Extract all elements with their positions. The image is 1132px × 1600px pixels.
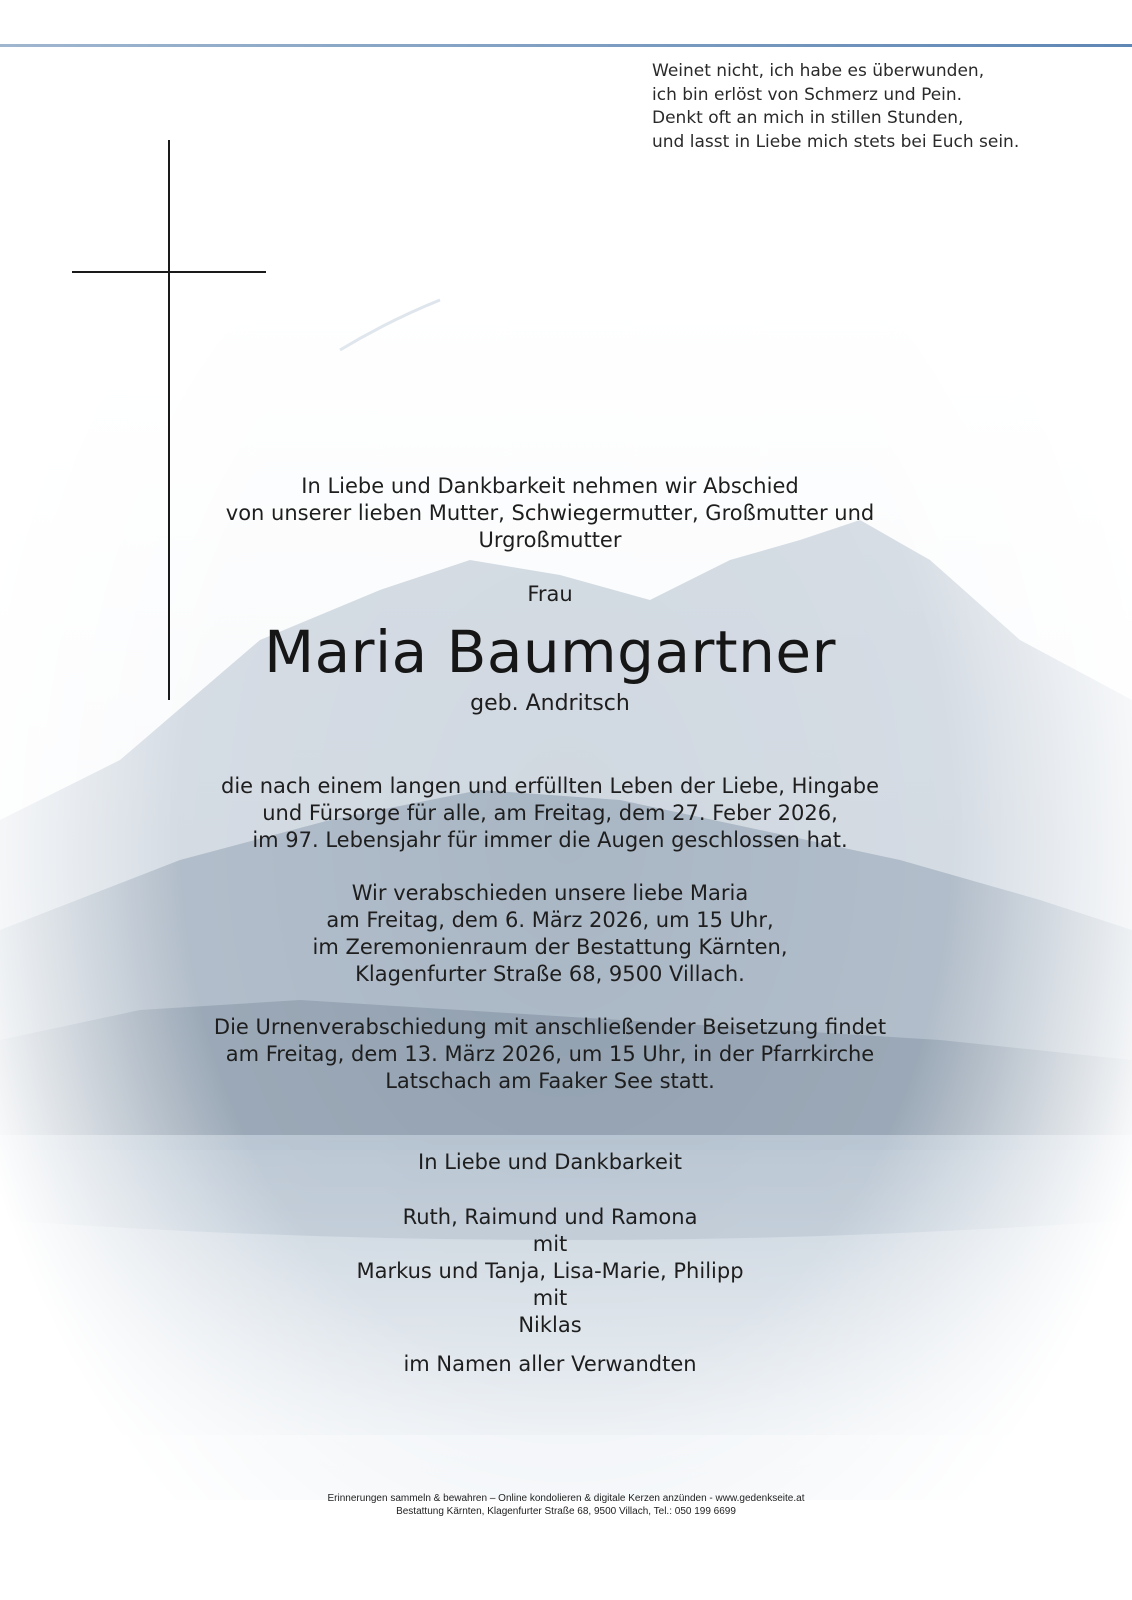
family-line: Ruth, Raimund und Ramona [402, 1205, 698, 1229]
footer-line: Erinnerungen sammeln & bewahren – Online kondolieren & digitale Kerzen anzünden - www.gedenkseite.at [327, 1493, 805, 1504]
intro-line: Urgroßmutter [478, 528, 622, 552]
poem-line: ich bin erlöst von Schmerz und Pein. [652, 84, 963, 105]
urn-ceremony-details [150, 1014, 950, 1095]
footer [166, 1492, 966, 1518]
intro-line: In Liebe und Dankbarkeit nehmen wir Abschied [301, 474, 799, 498]
death-notice [150, 773, 950, 854]
salutation: Frau [527, 582, 573, 606]
poem-line: Weinet nicht, ich habe es überwunden, [652, 61, 985, 81]
poem-line: und lasst in Liebe mich stets bei Euch sein. [652, 131, 1020, 152]
farewell-line: Wir verabschieden unsere liebe Maria [351, 881, 749, 905]
family-line: Niklas [518, 1313, 582, 1337]
closing-gratitude: In Liebe und Dankbarkeit [418, 1150, 682, 1174]
deceased-name: Maria Baumgartner [264, 618, 836, 686]
death-notice-line: im 97. Lebensjahr für immer die Augen geschlossen hat. [252, 828, 848, 852]
farewell-line: im Zeremonienraum der Bestattung Kärnten, [312, 935, 788, 959]
urn-ceremony-line: am Freitag, dem 13. März 2026, um 15 Uhr, in der Pfarrkirche [225, 1042, 875, 1066]
relatives-note: im Namen aller Verwandten [403, 1352, 697, 1376]
urn-ceremony-line: Die Urnenverabschiedung mit anschließender Beisetzung findet [213, 1015, 887, 1039]
farewell-line: am Freitag, dem 6. März 2026, um 15 Uhr, [326, 908, 774, 932]
family-signatures [150, 1204, 950, 1339]
death-notice-line: und Fürsorge für alle, am Freitag, dem 27. Feber 2026, [262, 801, 838, 825]
urn-ceremony-line: Latschach am Faaker See statt. [385, 1069, 715, 1093]
intro-line: von unserer lieben Mutter, Schwiegermutter, Großmutter und [225, 501, 875, 525]
maiden-name: geb. Andritsch [470, 691, 630, 716]
footer-line: Bestattung Kärnten, Klagenfurter Straße 68, 9500 Villach, Tel.: 050 199 6699 [396, 1506, 736, 1517]
farewell-details [150, 880, 950, 988]
poem-line: Denkt oft an mich in stillen Stunden, [652, 108, 964, 128]
cross-icon [168, 140, 170, 700]
family-line: mit [532, 1232, 568, 1256]
cross-icon-bar [72, 271, 266, 273]
family-line: mit [532, 1286, 568, 1310]
intro-text [150, 473, 950, 554]
family-line: Markus und Tanja, Lisa-Marie, Philipp [356, 1259, 744, 1283]
farewell-line: Klagenfurter Straße 68, 9500 Villach. [355, 962, 745, 986]
death-notice-line: die nach einem langen und erfüllten Leben der Liebe, Hingabe [220, 774, 879, 798]
poem-verse [652, 60, 1092, 154]
